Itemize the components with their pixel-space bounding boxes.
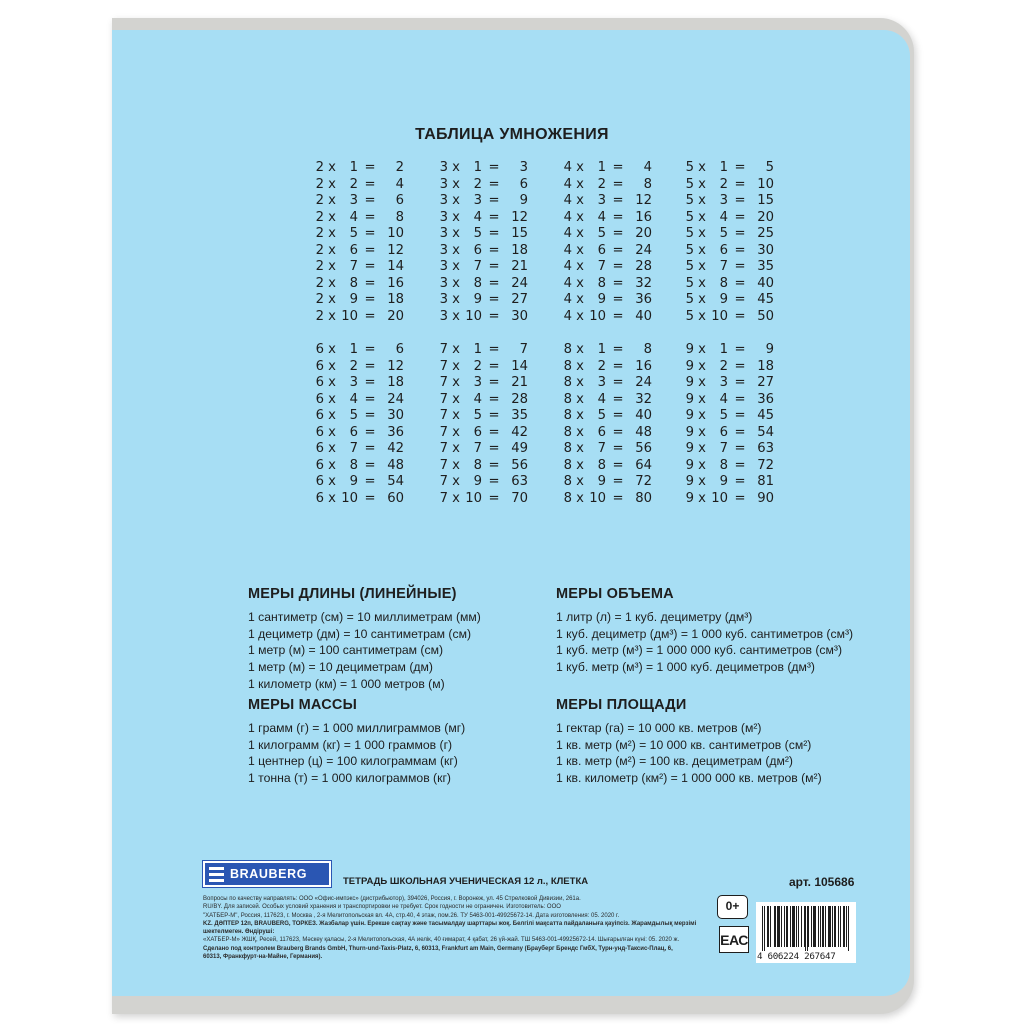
mass-measures: [248, 697, 465, 787]
times-table-equation: 8 x 3 = 24: [563, 375, 652, 390]
times-table-equation: 7 x 9 = 63: [439, 474, 528, 489]
times-table-equation: 7 x 3 = 21: [439, 375, 528, 390]
times-table-equation: 7 x 5 = 35: [439, 408, 528, 423]
times-table-equation: 8 x 8 = 64: [563, 457, 652, 473]
eac-mark-text: ЕАС: [720, 931, 748, 948]
measure-line: 1 километр (км) = 1 000 метров (м): [248, 676, 445, 691]
times-table-equation: 4 x 10 = 40: [563, 308, 652, 324]
times-table-equation: 6 x 2 = 12: [315, 358, 404, 374]
times-table-equation: 9 x 9 = 81: [685, 474, 774, 489]
measure-line: 1 килограмм (кг) = 1 000 граммов (г): [248, 737, 453, 752]
times-table-equation: 5 x 5 = 25: [685, 226, 774, 241]
brauberg-stripes-icon: [209, 867, 224, 882]
times-table-equation: 4 x 9 = 36: [563, 292, 652, 307]
times-table-equation: 5 x 2 = 10: [685, 176, 774, 192]
times-table-equation: 4 x 5 = 20: [563, 226, 652, 241]
measure-line: 1 куб. метр (м³) = 1 000 куб. дециметров (дм³): [556, 660, 815, 675]
times-table-equation: 3 x 6 = 18: [439, 242, 528, 258]
age-rating-badge: 0+: [717, 895, 748, 919]
times-table-equation: 8 x 1 = 8: [563, 342, 652, 357]
times-table-equation: 7 x 6 = 42: [439, 424, 528, 440]
times-table-equation: 9 x 4 = 36: [685, 391, 774, 407]
times-table-equation: 7 x 1 = 7: [439, 342, 528, 357]
mass-measures-title: МЕРЫ МАССЫ: [248, 697, 357, 713]
area-measures: [556, 697, 822, 787]
measure-line: 1 метр (м) = 10 дециметрам (дм): [248, 660, 433, 675]
measure-line: 1 литр (л) = 1 куб. дециметру (дм³): [556, 610, 753, 624]
times-table-equation: 9 x 10 = 90: [685, 490, 774, 506]
volume-measures-list: [556, 609, 853, 676]
times-table-equation: 3 x 7 = 21: [439, 259, 528, 274]
legal-line: «ХАТБЕР-М» ЖШҚ, Ресей, 117623, Мәскеу қаласы, 2-я Мелитопольская, 4А иелік, 40 ғимарат, 4 қабат, 26 үй-жай. ТШ 5463-001-49925672-14. Шығарылған күні: 05. 2020 ж.: [203, 937, 680, 944]
times-table-equation: 9 x 6 = 54: [685, 424, 774, 440]
length-measures-list: [248, 609, 481, 693]
times-table-equation: 2 x 7 = 14: [315, 259, 404, 274]
times-table-equation: 3 x 2 = 6: [439, 176, 528, 192]
times-table-equation: 9 x 8 = 72: [685, 457, 774, 473]
times-table-equation: 6 x 9 = 54: [315, 474, 404, 489]
times-table-equation: 4 x 1 = 4: [563, 160, 652, 175]
times-table-equation: 5 x 9 = 45: [685, 292, 774, 307]
times-table-equation: 3 x 8 = 24: [439, 275, 528, 291]
times-table-equation: 8 x 10 = 80: [563, 490, 652, 506]
times-table-equation: 4 x 8 = 32: [563, 275, 652, 291]
barcode-label: [756, 902, 856, 963]
times-table-equation: 4 x 7 = 28: [563, 259, 652, 274]
times-table-equation: 8 x 5 = 40: [563, 408, 652, 423]
legal-text: [203, 895, 723, 961]
times-table-equation: 6 x 5 = 30: [315, 408, 404, 423]
legal-line: KZ. ДӘПТЕР 12п, BRAUBERG, ТОРКЕЗ. Жазбалар үшін. Ерекше сақтау және тасымалдау шарттары жоқ. Белгілі мақсатта пайдаланыға қауіпсіз. Жарамдылық мерзімі шектелмеген. Өндіруші:: [203, 920, 697, 936]
times-table-5: [680, 160, 830, 325]
times-table-equation: 2 x 5 = 10: [315, 226, 404, 241]
times-table-equation: 2 x 10 = 20: [315, 308, 404, 324]
times-table-equation: 8 x 9 = 72: [563, 474, 652, 489]
times-table-equation: 6 x 1 = 6: [315, 342, 404, 357]
times-table-equation: 4 x 2 = 8: [563, 176, 652, 192]
times-table-equation: 5 x 8 = 40: [685, 275, 774, 291]
times-table-equation: 6 x 7 = 42: [315, 441, 404, 456]
article-number: арт. 105686: [789, 875, 855, 889]
times-table-equation: 6 x 4 = 24: [315, 391, 404, 407]
measure-line: 1 куб. дециметр (дм³) = 1 000 куб. сантиметров (см³): [556, 626, 854, 641]
multiplication-table-title: ТАБЛИЦА УМНОЖЕНИЯ: [415, 126, 609, 143]
times-table-equation: 9 x 3 = 27: [685, 375, 774, 390]
times-table-equation: 9 x 5 = 45: [685, 408, 774, 423]
times-table-equation: 3 x 1 = 3: [439, 160, 528, 175]
times-table-equation: 7 x 10 = 70: [439, 490, 528, 506]
measure-line: 1 гектар (га) = 10 000 кв. метров (м²): [556, 721, 762, 735]
times-table-equation: 3 x 3 = 9: [439, 193, 528, 208]
times-table-equation: 6 x 10 = 60: [315, 490, 404, 506]
times-table-equation: 3 x 5 = 15: [439, 226, 528, 241]
times-table-equation: 5 x 4 = 20: [685, 209, 774, 225]
times-table-equation: 9 x 1 = 9: [685, 342, 774, 357]
length-measures-title: МЕРЫ ДЛИНЫ (ЛИНЕЙНЫЕ): [248, 586, 457, 602]
times-table-equation: 5 x 10 = 50: [685, 308, 774, 324]
measure-line: 1 куб. метр (м³) = 1 000 000 куб. сантиметров (см³): [556, 643, 843, 658]
times-table-equation: 5 x 7 = 35: [685, 259, 774, 274]
times-table-equation: 9 x 2 = 18: [685, 358, 774, 374]
measure-line: 1 кв. метр (м²) = 100 кв. дециметрам (дм²): [556, 754, 793, 769]
times-table-equation: 7 x 4 = 28: [439, 391, 528, 407]
times-table-equation: 7 x 2 = 14: [439, 358, 528, 374]
measure-line: 1 кв. метр (м²) = 10 000 кв. сантиметров (см²): [556, 737, 812, 752]
measure-line: 1 дециметр (дм) = 10 сантиметрам (см): [248, 626, 472, 641]
times-table-equation: 3 x 10 = 30: [439, 308, 528, 324]
times-table-equation: 4 x 4 = 16: [563, 209, 652, 225]
times-table-equation: 3 x 9 = 27: [439, 292, 528, 307]
times-table-equation: 7 x 8 = 56: [439, 457, 528, 473]
times-table-equation: 2 x 9 = 18: [315, 292, 404, 307]
mass-measures-list: [248, 720, 465, 787]
times-table-equation: 2 x 6 = 12: [315, 242, 404, 258]
legal-line: "ХАТБЕР-М", Россия, 117623, г. Москва , 2-я Мелитопольская вл. 4А, стр.40, 4 этаж, пом.26. ТУ 5463-001-49925672-14. Дата изготовления: 05. 2020 г.: [203, 912, 620, 919]
measure-line: 1 сантиметр (см) = 10 миллиметрам (мм): [248, 610, 481, 624]
measure-line: 1 грамм (г) = 1 000 миллиграммов (мг): [248, 721, 466, 735]
times-table-equation: 2 x 3 = 6: [315, 193, 404, 208]
barcode-icon: [762, 906, 850, 951]
times-table-equation: 6 x 8 = 48: [315, 457, 404, 473]
brand-name: BRAUBERG: [230, 867, 308, 881]
legal-line: Сделано под контролем Brauberg Brands GmbH, Thurn-und-Taxis-Platz, 6, 60313, Frankfurt am Main, Germany (Брауберг Брендс ГмбХ, Турн-унд-Таксис-Плац, 6,: [203, 945, 673, 952]
area-measures-title: МЕРЫ ПЛОЩАДИ: [556, 697, 687, 713]
times-table-equation: 6 x 3 = 18: [315, 375, 404, 390]
measure-line: 1 центнер (ц) = 100 килограммам (кг): [248, 754, 458, 769]
measure-line: 1 тонна (т) = 1 000 килограммов (кг): [248, 771, 451, 786]
volume-measures: [556, 586, 853, 676]
times-table-equation: 8 x 4 = 32: [563, 391, 652, 407]
times-table-equation: 5 x 1 = 5: [685, 160, 774, 175]
times-table-equation: 2 x 2 = 4: [315, 176, 404, 192]
times-table-9: [680, 342, 830, 507]
area-measures-list: [556, 720, 822, 787]
times-table-equation: 4 x 3 = 12: [563, 193, 652, 208]
legal-line: 60313, Франкфурт-на-Майне, Германия).: [203, 954, 323, 961]
times-table-equation: 8 x 7 = 56: [563, 441, 652, 456]
legal-line: Вопросы по качеству направлять: ООО «Офис-импэкс» (дистрибьютор), 394026, Россия, г. Воронеж, ул. 45 Стрелковой Дивизии, 261а.: [203, 896, 581, 902]
length-measures: [248, 586, 481, 693]
times-table-equation: 4 x 6 = 24: [563, 242, 652, 258]
times-table-equation: 5 x 3 = 15: [685, 193, 774, 208]
times-table-equation: 9 x 7 = 63: [685, 441, 774, 456]
brauberg-logo: [203, 861, 331, 887]
times-table-equation: 8 x 2 = 16: [563, 358, 652, 374]
measure-line: 1 метр (м) = 100 сантиметрам (см): [248, 643, 444, 658]
times-table-equation: 5 x 6 = 30: [685, 242, 774, 258]
times-table-equation: 3 x 4 = 12: [439, 209, 528, 225]
product-description: ТЕТРАДЬ ШКОЛЬНАЯ УЧЕНИЧЕСКАЯ 12 л., КЛЕТКА: [343, 876, 589, 887]
times-table-equation: 6 x 6 = 36: [315, 424, 404, 440]
measure-line: 1 кв. километр (км²) = 1 000 000 кв. метров (м²): [556, 771, 822, 786]
barcode-number: 4 606224 267647: [757, 951, 836, 962]
volume-measures-title: МЕРЫ ОБЪЕМА: [556, 586, 674, 602]
times-table-equation: 2 x 1 = 2: [315, 160, 404, 175]
times-table-equation: 2 x 8 = 16: [315, 275, 404, 291]
times-table-equation: 2 x 4 = 8: [315, 209, 404, 225]
legal-line: RU/BY. Для записей. Особых условий хранения и транспортировки не требует. Срок годности не ограничен. Изготовитель: ООО: [203, 904, 561, 911]
times-table-equation: 7 x 7 = 49: [439, 441, 528, 456]
eac-certification-mark: [719, 926, 749, 953]
times-table-equation: 8 x 6 = 48: [563, 424, 652, 440]
